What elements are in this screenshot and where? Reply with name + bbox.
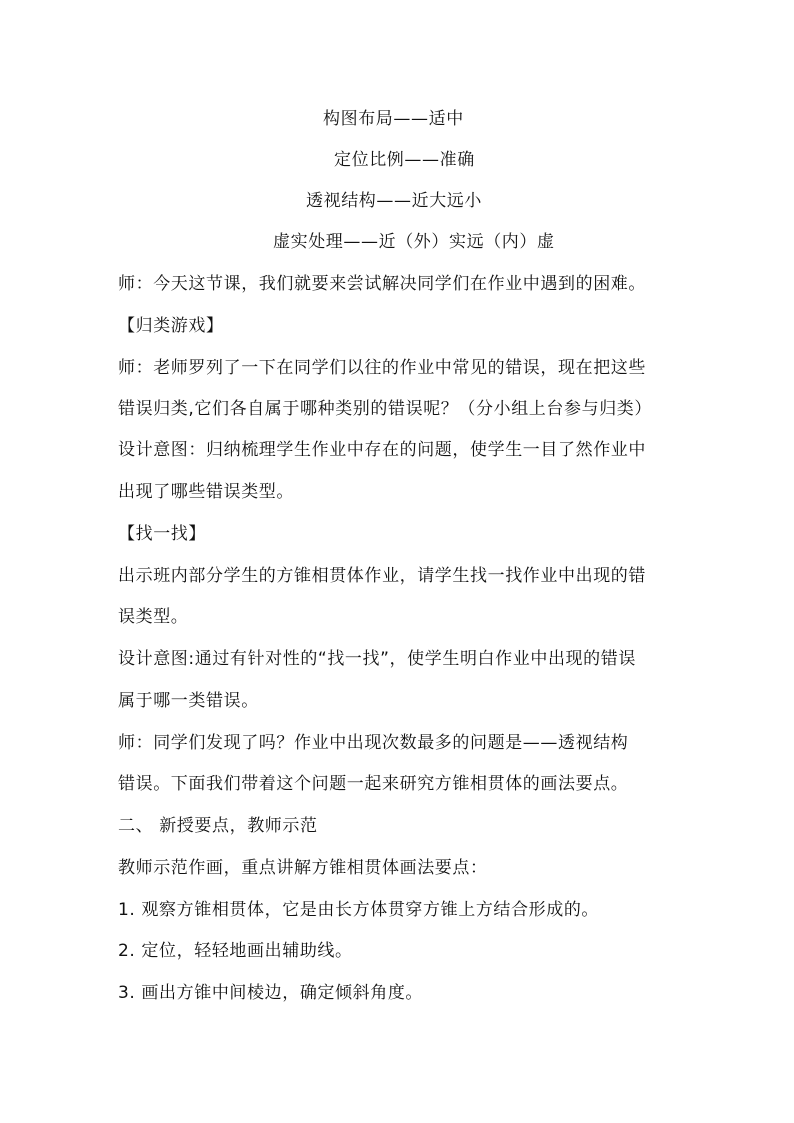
summary-line-perspective: 透视结构——近大远小 — [306, 191, 482, 211]
paragraph-teacher-found-2: 错误。下面我们带着这个问题一起来研究方锥相贯体的画法要点。 — [118, 774, 629, 794]
section-heading-find: 【找一找】 — [118, 524, 206, 544]
list-item-step-1: 1. 观察方锥相贯体，它是由长方体贯穿方锥上方结合形成的。 — [118, 900, 600, 920]
paragraph-teacher-found-1: 师：同学们发现了吗？作业中出现次数最多的问题是——透视结构 — [118, 733, 629, 753]
paragraph-teacher-errors-1: 师：老师罗列了一下在同学们以往的作业中常见的错误，现在把这些 — [118, 358, 646, 378]
summary-line-proportion: 定位比例——准确 — [334, 150, 475, 170]
section-heading-new-points: 二、 新授要点，教师示范 — [118, 816, 318, 836]
paragraph-teacher-intro: 师：今天这节课，我们就要来尝试解决同学们在作业中遇到的困难。 — [118, 274, 646, 294]
paragraph-design-intent-1b: 出现了哪些错误类型。 — [118, 482, 294, 502]
paragraph-design-intent-1: 设计意图：归纳梳理学生作业中存在的问题，使学生一目了然作业中 — [118, 440, 646, 460]
section-heading-classify-game: 【归类游戏】 — [118, 316, 224, 336]
list-item-step-3: 3. 画出方锥中间棱边，确定倾斜角度。 — [118, 983, 424, 1003]
paragraph-demo-intro: 教师示范作画，重点讲解方锥相贯体画法要点： — [118, 858, 488, 878]
summary-line-composition: 构图布局——适中 — [323, 109, 464, 129]
summary-line-light-dark: 虚实处理——近（外）实远（内）虚 — [273, 232, 555, 252]
paragraph-teacher-errors-2: 错误归类,它们各自属于哪种类别的错误呢？（分小组上台参与归类） — [118, 399, 653, 419]
paragraph-show-homework-1: 出示班内部分学生的方锥相贯体作业，请学生找一找作业中出现的错 — [118, 566, 646, 586]
paragraph-show-homework-2: 误类型。 — [118, 607, 189, 627]
paragraph-design-intent-2: 设计意图:通过有针对性的“找一找”，使学生明白作业中出现的错误 — [118, 649, 636, 669]
list-item-step-2: 2. 定位，轻轻地画出辅助线。 — [118, 941, 353, 961]
paragraph-design-intent-2b: 属于哪一类错误。 — [118, 691, 259, 711]
